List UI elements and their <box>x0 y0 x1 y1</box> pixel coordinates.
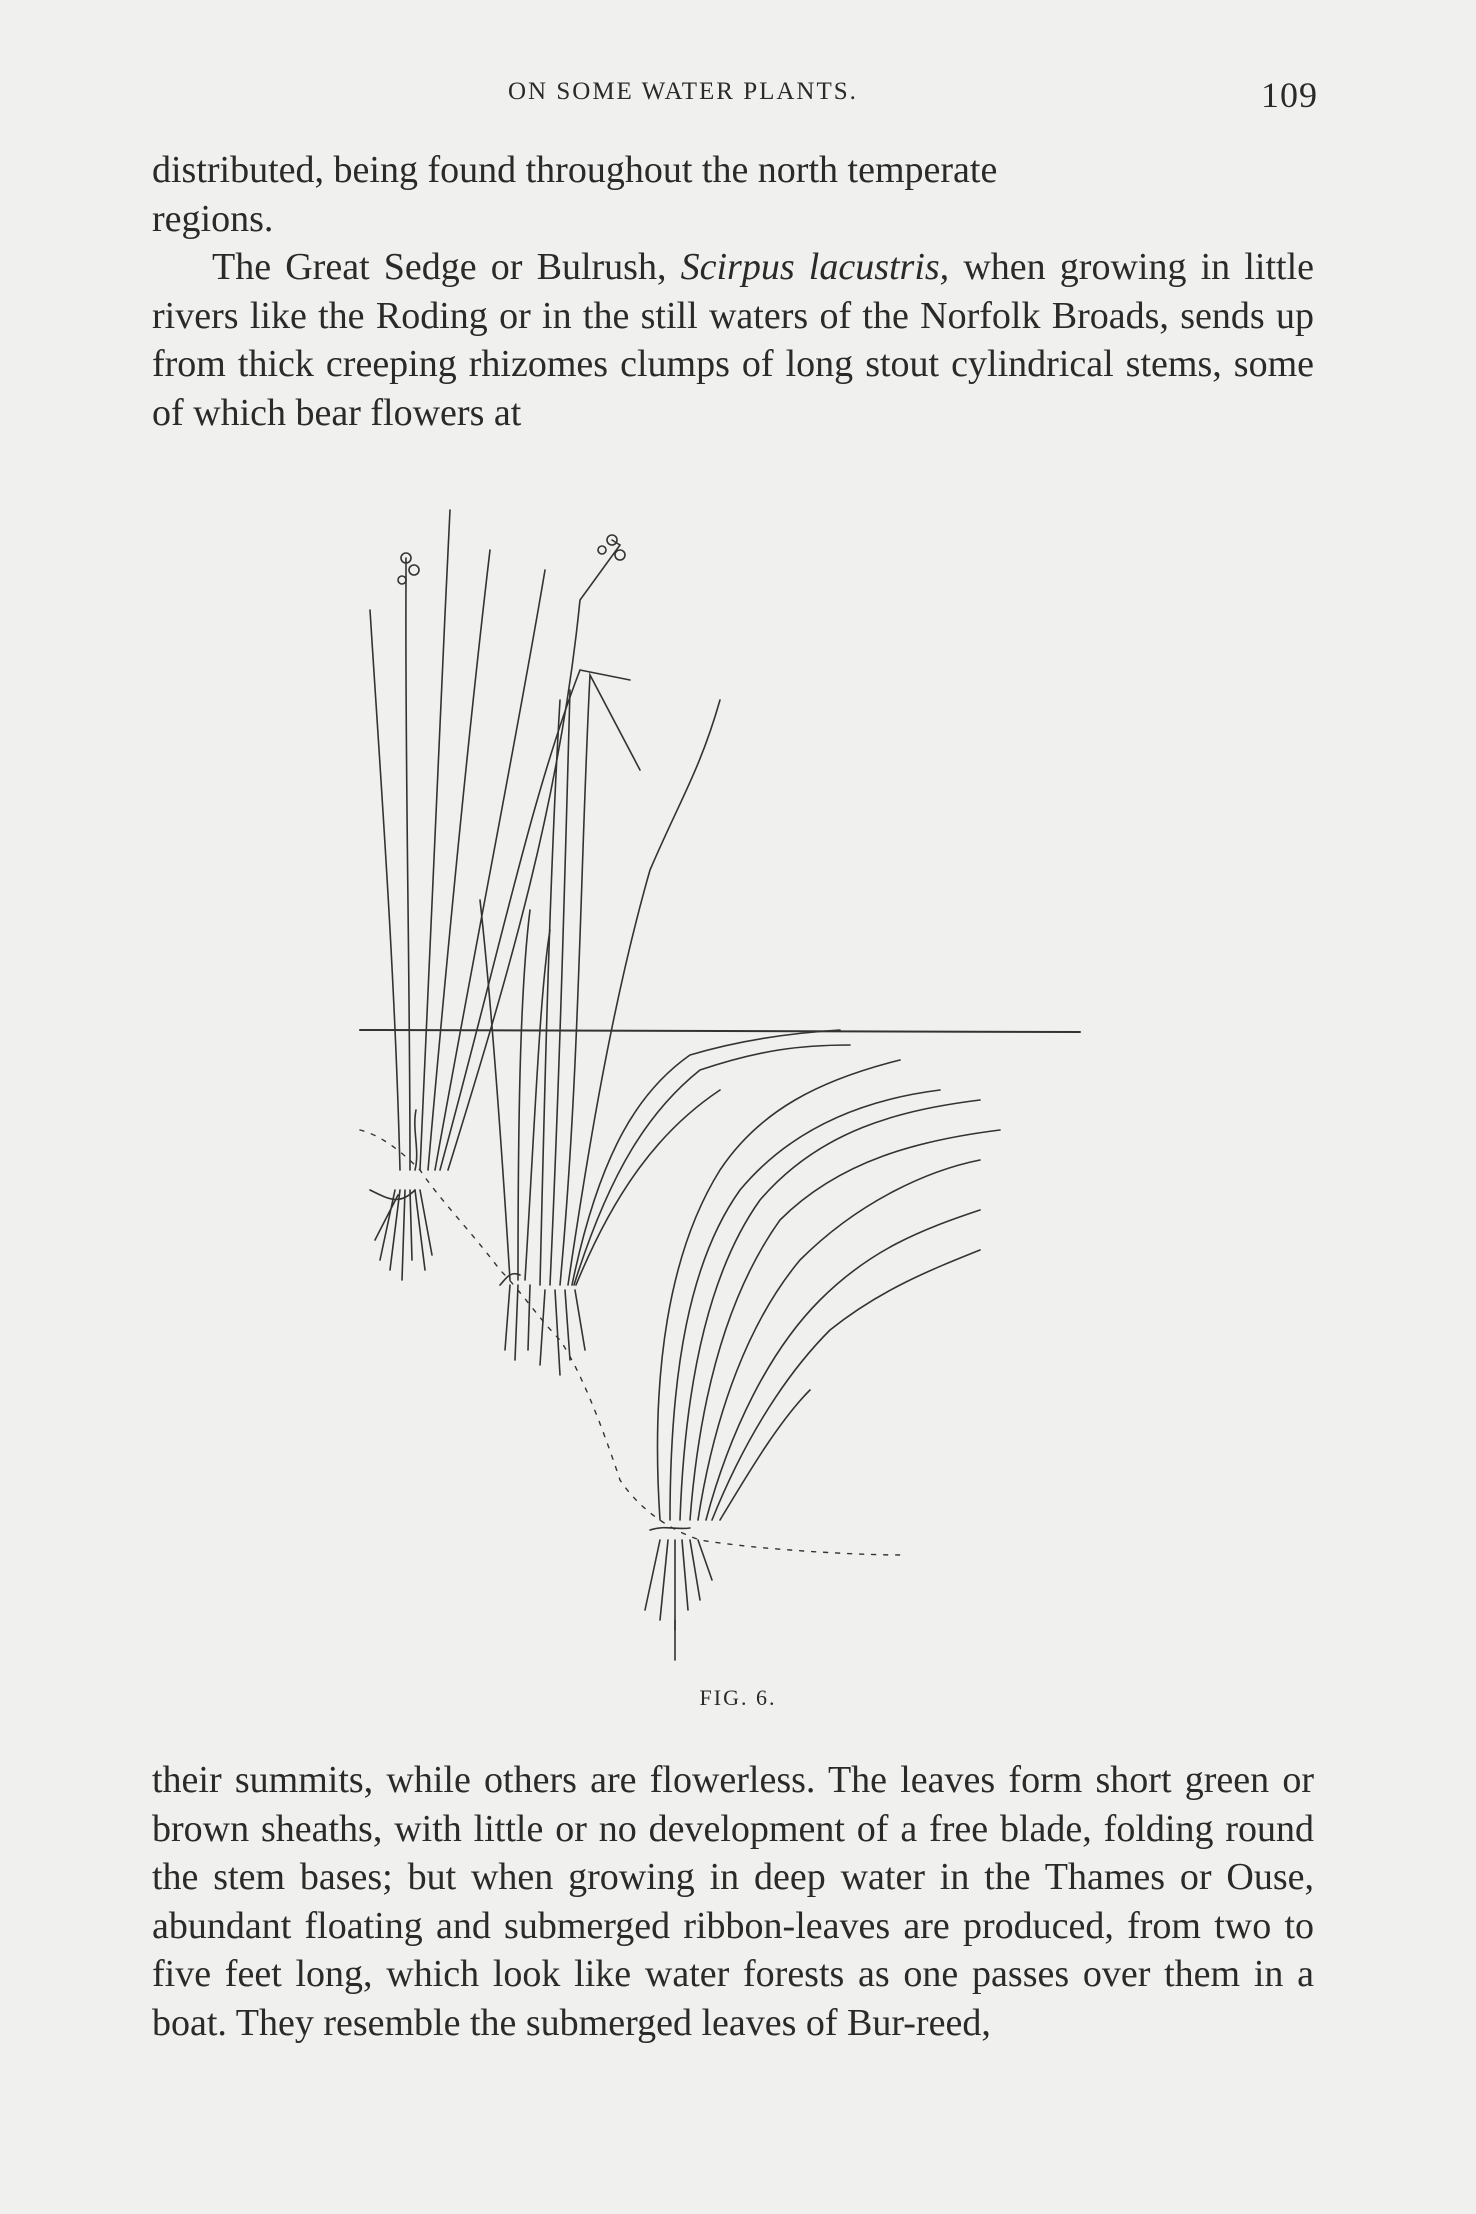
clump-1 <box>370 510 630 1280</box>
roots-2 <box>505 1285 585 1375</box>
paragraph-continuation <box>152 146 1314 243</box>
flower-head-1 <box>398 553 419 584</box>
clump-3 <box>645 1060 1000 1660</box>
running-head <box>0 75 1476 118</box>
paragraph-continuation-line-2: regions. <box>152 197 274 240</box>
top-text-block <box>152 146 1314 437</box>
paragraph-leaves: their summits, while others are flowerless. The leaves form short green or brown sheaths, with little or no development of a free blade, folding round the stem bases; but when growing in deep water in the Thames or Ouse, abundant floating and submerged ribbon-leaves are produced, from two to five feet long, which look like water forests as one passes over them in a boat. They resemble the submerged leaves of Bur-reed, <box>152 1759 1314 2044</box>
clump-2 <box>480 675 850 1375</box>
figure-caption: FIG. 6. <box>699 1685 777 1710</box>
water-surface-line <box>360 1030 1080 1032</box>
paragraph-continuation-line-1: distributed, being found throughout the north temperate <box>152 149 998 191</box>
page-number: 109 <box>1261 75 1318 115</box>
paragraph-bulrush-start: The Great Sedge or Bulrush, <box>212 246 681 288</box>
paragraph-bulrush-rest: when growing in little rivers like the Roding or in the still waters of the Norfolk Broads, sends up from thick creeping rhizomes clumps of long stout cylindrical stems, some of which bear flowers at <box>152 246 1314 434</box>
running-title: ON SOME WATER PLANTS. <box>508 78 858 105</box>
species-name-italic: Scirpus lacustris, <box>680 246 950 288</box>
bottom-text-block <box>152 1756 1314 2047</box>
roots-3 <box>645 1540 712 1630</box>
paragraph-bulrush <box>152 243 1314 437</box>
bulrush-drawing <box>340 470 1100 1670</box>
roots-1 <box>375 1190 432 1280</box>
figure-illustration <box>340 470 1100 1670</box>
